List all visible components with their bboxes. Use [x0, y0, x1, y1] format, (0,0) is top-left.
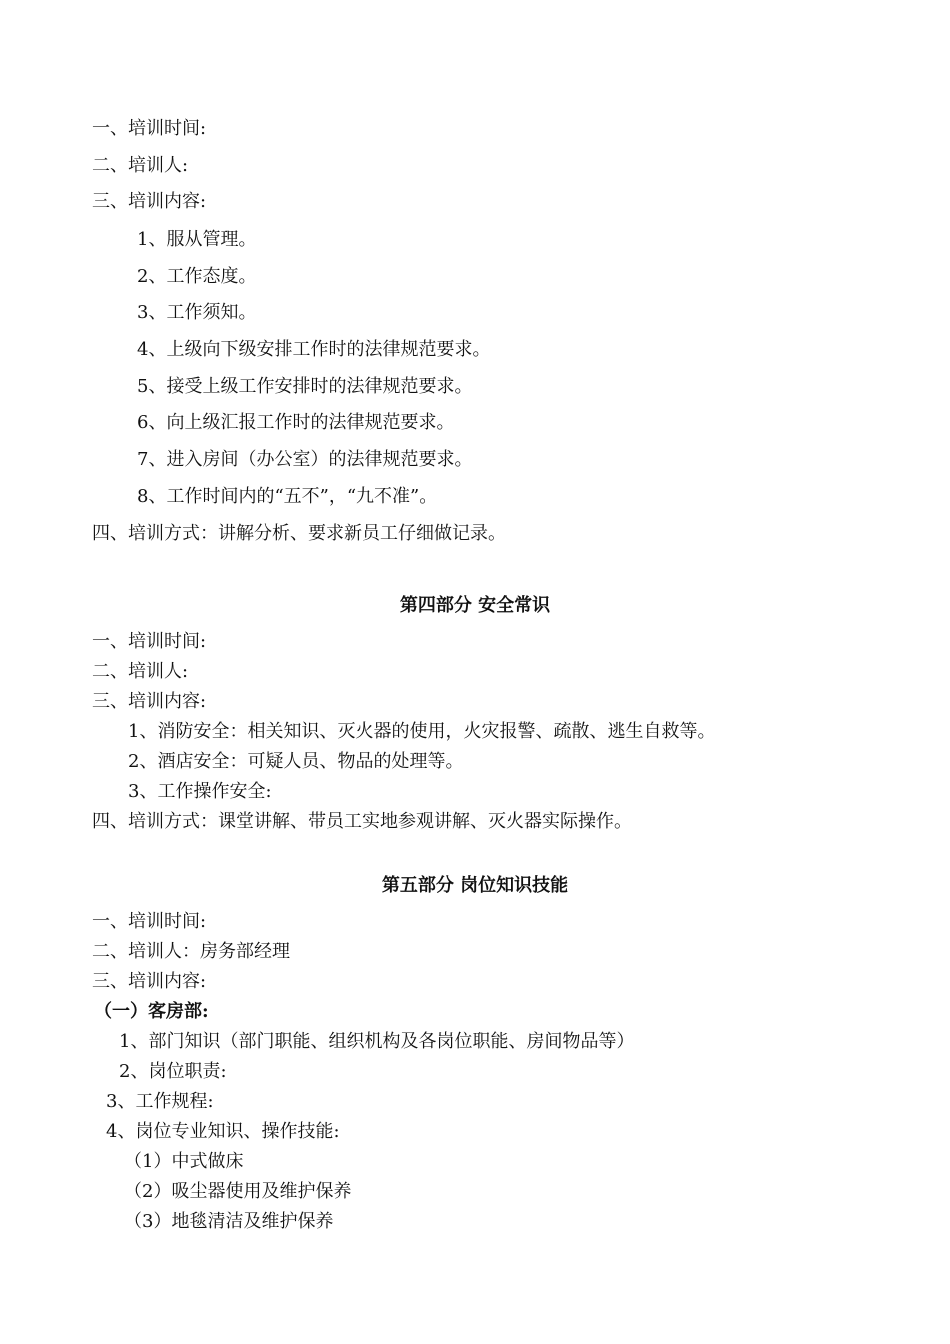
content-item: 4、岗位专业知识、操作技能:: [106, 1121, 340, 1142]
trainer-label: 二、培训人:: [92, 155, 189, 176]
section-title: 第五部分 岗位知识技能: [381, 875, 569, 896]
skill-item: （3）地毯清洁及维护保养: [124, 1211, 334, 1232]
content-item: 5、接受上级工作安排时的法律规范要求。: [137, 376, 473, 397]
content-item: 3、工作规程:: [106, 1091, 214, 1112]
training-time-label: 一、培训时间:: [92, 118, 207, 139]
training-content-label: 三、培训内容:: [92, 691, 207, 712]
content-item: 3、工作须知。: [137, 302, 257, 323]
training-time-label: 一、培训时间:: [92, 631, 207, 652]
content-item: 3、工作操作安全:: [128, 781, 272, 802]
section-title: 第四部分 安全常识: [399, 595, 551, 616]
training-content-label: 三、培训内容:: [92, 191, 207, 212]
trainer-label: 二、培训人：房务部经理: [92, 941, 290, 962]
trainer-label: 二、培训人:: [92, 661, 189, 682]
content-item: 4、上级向下级安排工作时的法律规范要求。: [137, 339, 491, 360]
training-method: 四、培训方式：课堂讲解、带员工实地参观讲解、灭火器实际操作。: [92, 811, 632, 832]
content-item: 2、工作态度。: [137, 266, 257, 287]
content-item: 8、工作时间内的“五不”，“九不准”。: [137, 486, 438, 507]
content-item: 1、部门知识（部门职能、组织机构及各岗位职能、房间物品等）: [119, 1031, 635, 1052]
sub-heading-housekeeping: （一）客房部:: [94, 1001, 209, 1022]
skill-item: （2）吸尘器使用及维护保养: [124, 1181, 352, 1202]
content-item: 1、服从管理。: [137, 229, 257, 250]
content-item: 2、酒店安全：可疑人员、物品的处理等。: [128, 751, 464, 772]
training-content-label: 三、培训内容:: [92, 971, 207, 992]
content-item: 7、进入房间（办公室）的法律规范要求。: [137, 449, 473, 470]
training-method: 四、培训方式：讲解分析、要求新员工仔细做记录。: [92, 523, 506, 544]
content-item: 6、向上级汇报工作时的法律规范要求。: [137, 412, 455, 433]
content-item: 2、岗位职责:: [119, 1061, 227, 1082]
skill-item: （1）中式做床: [124, 1151, 244, 1172]
training-time-label: 一、培训时间:: [92, 911, 207, 932]
content-item: 1、消防安全：相关知识、灭火器的使用，火灾报警、疏散、逃生自救等。: [128, 721, 716, 742]
